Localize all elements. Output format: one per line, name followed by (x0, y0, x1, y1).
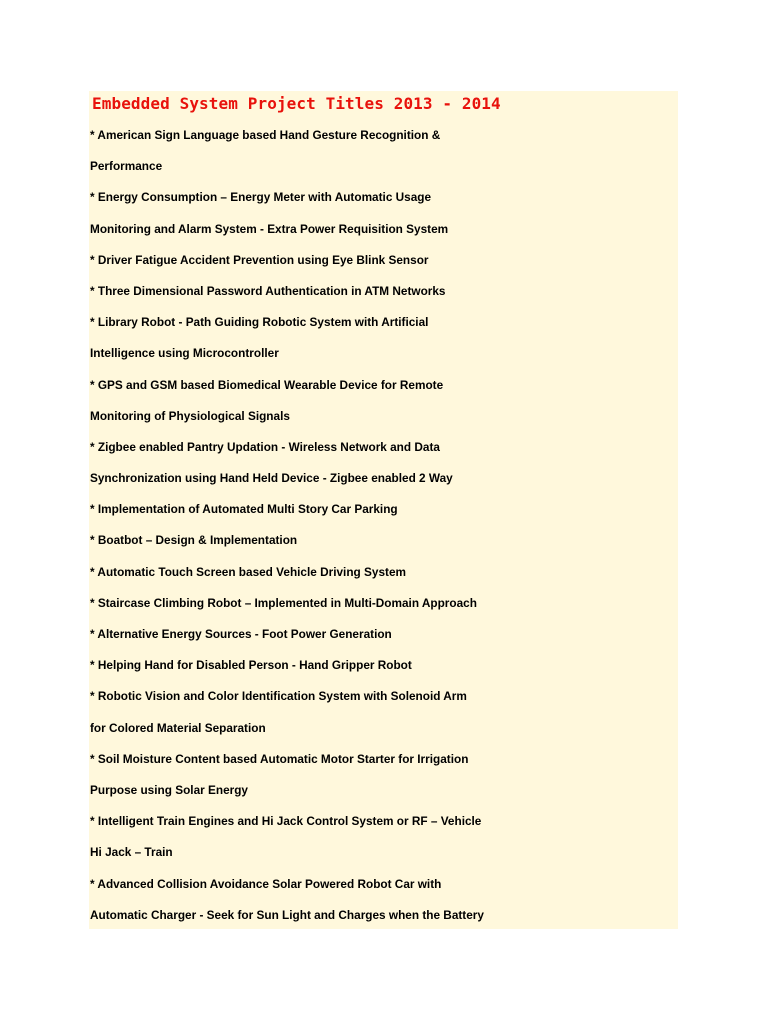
text-line: * Implementation of Automated Multi Story Car Parking (90, 502, 398, 517)
text-line: for Colored Material Separation (90, 720, 266, 735)
text-line: * Alternative Energy Sources - Foot Power Generation (90, 627, 392, 641)
text-line: * American Sign Language based Hand Gesture Recognition & (90, 128, 441, 142)
text-line: Hi Jack – Train (90, 845, 173, 860)
text-line: Synchronization using Hand Held Device - Zigbee enabled 2 Way (90, 471, 453, 486)
text-line: * Staircase Climbing Robot – Implemented in Multi-Domain Approach (90, 595, 477, 610)
text-line: Intelligence using Microcontroller (90, 346, 279, 361)
text-line: * GPS and GSM based Biomedical Wearable Device for Remote (90, 377, 444, 392)
text-line: Purpose using Solar Energy (90, 782, 248, 797)
text-line: * Helping Hand for Disabled Person - Hand Gripper Robot (90, 658, 412, 673)
text-line: * Driver Fatigue Accident Prevention using Eye Blink Sensor (90, 252, 429, 267)
text-line: * Library Robot - Path Guiding Robotic System with Artificial (90, 315, 429, 330)
project-title-list (90, 120, 680, 931)
text-line: * Zigbee enabled Pantry Updation - Wireless Network and Data (90, 439, 440, 454)
text-line: * Robotic Vision and Color Identification System with Solenoid Arm (90, 689, 467, 704)
text-line: Automatic Charger - Seek for Sun Light and Charges when the Battery (90, 907, 484, 922)
text-line: * Automatic Touch Screen based Vehicle Driving System (90, 564, 406, 579)
text-line: * Advanced Collision Avoidance Solar Powered Robot Car with (90, 876, 442, 891)
text-line: Monitoring and Alarm System - Extra Power Requisition System (90, 221, 449, 236)
document-title: Embedded System Project Titles 2013 - 2014 (92, 94, 501, 113)
text-line: * Energy Consumption – Energy Meter with Automatic Usage (90, 190, 432, 205)
text-line: Monitoring of Physiological Signals (90, 408, 290, 423)
text-line: * Boatbot – Design & Implementation (90, 533, 298, 548)
text-line: * Intelligent Train Engines and Hi Jack Control System or RF – Vehicle (90, 814, 482, 829)
text-line: Performance (90, 159, 163, 174)
text-line: * Three Dimensional Password Authentication in ATM Networks (90, 283, 446, 298)
text-line: * Soil Moisture Content based Automatic Motor Starter for Irrigation (90, 751, 469, 766)
